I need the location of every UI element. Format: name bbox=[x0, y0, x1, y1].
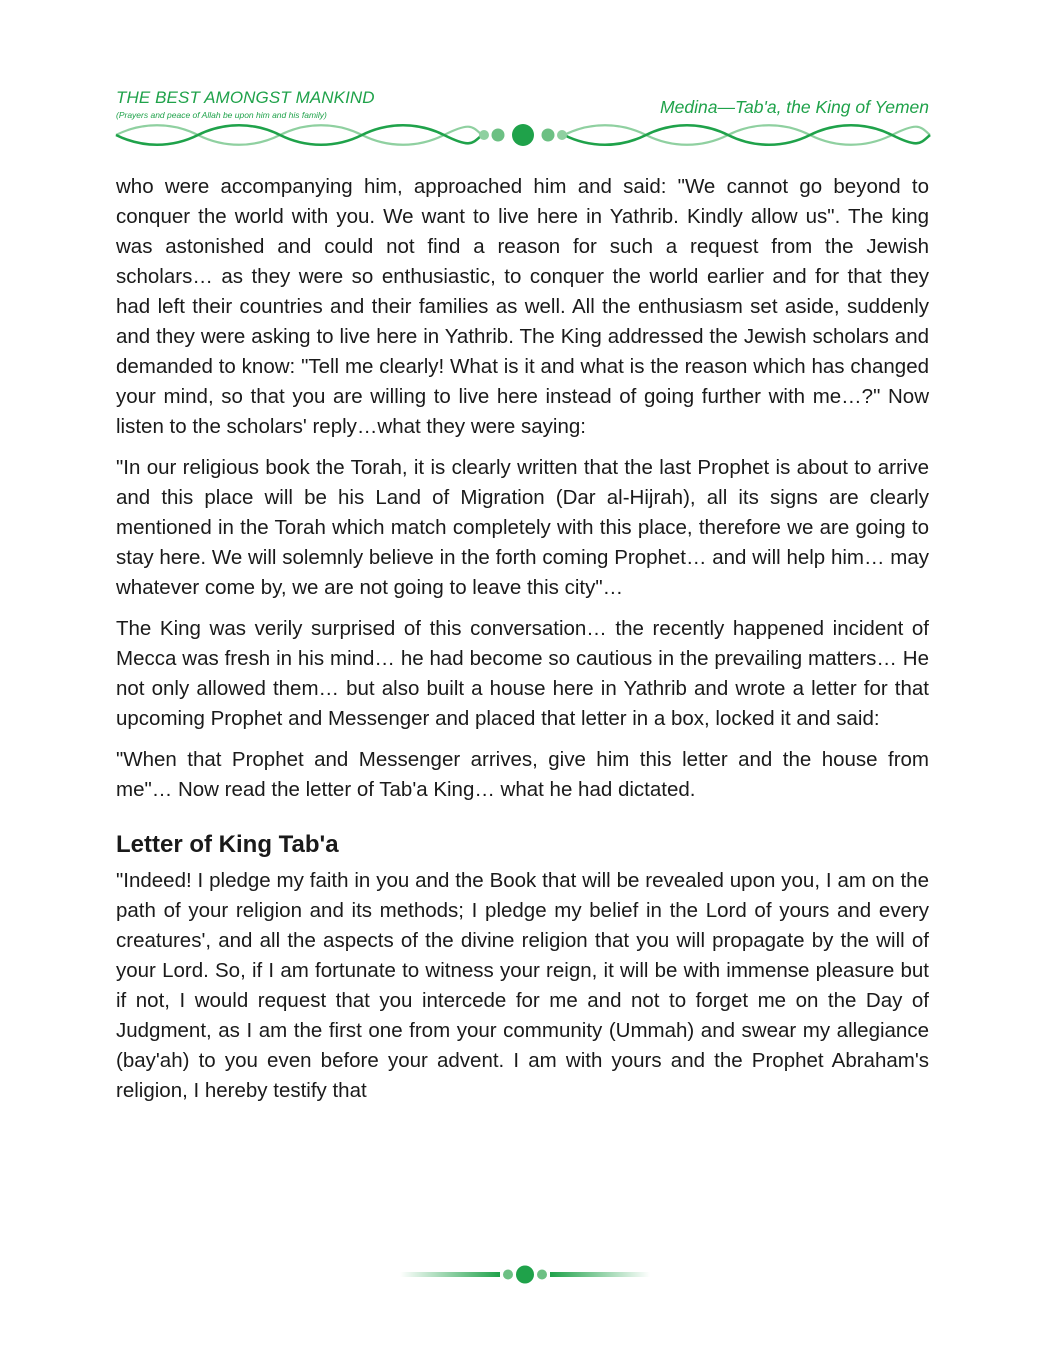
paragraph-2: "In our religious book the Torah, it is clearly written that the last Prophet is about to arrive and this place will be his Land of Migration (Dar al-Hijrah), all its signs are clearly mentioned in the Torah which match completely with this place, therefore we are going to stay here. We will solemnly believe in the forth coming Prophet… and will help him… may whatever come by, we are not going to leave this city"… bbox=[116, 456, 929, 599]
paragraph-4: "When that Prophet and Messenger arrives, give him this letter and the house from me"… Now read the letter of Tab'a King… what he had dictated. bbox=[116, 748, 929, 801]
page-content bbox=[116, 172, 929, 1117]
paragraph-3: The King was verily surprised of this conversation… the recently happened incident of Mecca was fresh in his mind… he had become so cautious in the prevailing matters… He not only allowed them… but also built a house here in Yathrib and wrote a letter for that upcoming Prophet and Messenger and placed that letter in a box, locked it and said: bbox=[116, 617, 929, 730]
chapter-title: Medina—Tab'a, the King of Yemen bbox=[660, 97, 929, 117]
footer-dot-ornament bbox=[400, 1264, 650, 1286]
book-title: THE BEST AMONGST MANKIND bbox=[116, 88, 375, 107]
header-wave-ornament bbox=[112, 118, 934, 152]
paragraph-1: who were accompanying him, approached him and said: "We cannot go beyond to conquer the world with you. We want to live here in Yathrib. Kindly allow us". The king was astonished and could not find a reason for such a request from the Jewish scholars… as they were so enthusiastic, to conquer the world earlier and for that they had left their countries and their families as well. All the enthusiasm set aside, suddenly and they were asking to live here in Yathrib. The King addressed the Jewish scholars and demanded to know: "Tell me clearly! What is it and what is the reason which has changed your mind, so that you are willing to live here instead of going further with me…?" Now listen to the scholars' reply…what they were saying: bbox=[116, 175, 929, 438]
book-subtitle: (Prayers and peace of Allah be upon him and his family) bbox=[116, 110, 327, 120]
paragraph-5: "Indeed! I pledge my faith in you and the Book that will be revealed upon you, I am on the path of your religion and its methods; I pledge my belief in the Lord of yours and every creatures', and all the aspects of the divine religion that you will propagate by the will of your Lord. So, if I am fortunate to witness your reign, it will be with immense pleasure but if not, I would request that you intercede for me and not to forget me on the Day of Judgment, as I am the first one from your community (Ummah) and swear my allegiance (bay'ah) to you even before your advent. I am with yours and the Prophet Abraham's religion, I hereby testify that bbox=[116, 869, 929, 1102]
page-header bbox=[0, 0, 1044, 160]
section-heading: Letter of King Tab'a bbox=[116, 831, 339, 858]
